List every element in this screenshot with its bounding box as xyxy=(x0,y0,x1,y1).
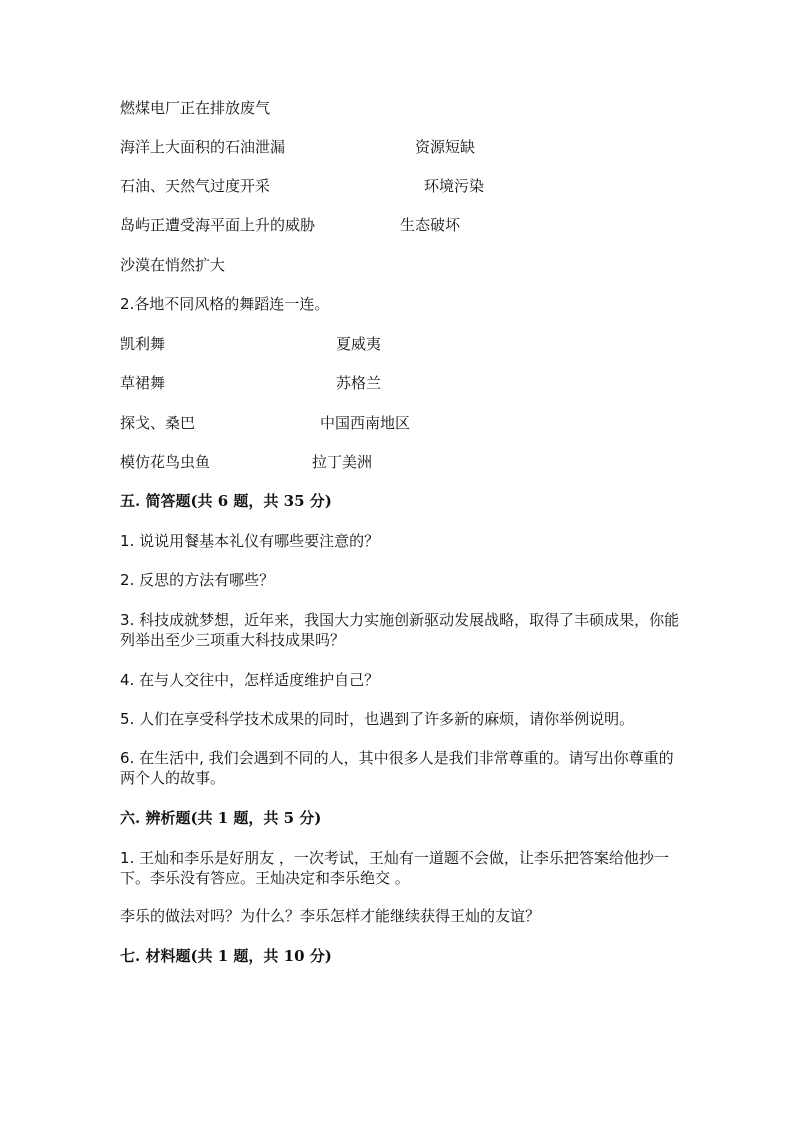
match2-right-item: 苏格兰 xyxy=(336,374,382,392)
question: 5. 人们在享受科学技术成果的同时，也遇到了许多新的麻烦，请你举例说明。 xyxy=(120,710,635,728)
section5-heading: 五. 简答题(共 6 题，共 35 分) xyxy=(120,492,332,510)
match1-right-item: 生态破坏 xyxy=(400,216,461,234)
match2-right-item: 中国西南地区 xyxy=(320,414,411,432)
match2-right-item: 拉丁美洲 xyxy=(312,453,373,471)
match1-left-item: 燃煤电厂正在排放废气 xyxy=(120,99,271,117)
question: 1. 王灿和李乐是好朋友 ，一次考试，王灿有一道题不会做，让李乐把答案给他抄一下。李乐没有答应。王灿决定和李乐绝交 。 xyxy=(120,849,669,887)
match1-left-item: 岛屿正遭受海平面上升的威胁 xyxy=(120,216,316,234)
match1-right-item: 环境污染 xyxy=(424,177,485,195)
match2-left-item: 凯利舞 xyxy=(120,335,166,353)
match1-left-item: 海洋上大面积的石油泄漏 xyxy=(120,138,286,156)
question: 1. 说说用餐基本礼仪有哪些要注意的？ xyxy=(120,532,380,550)
question-follow-up: 李乐的做法对吗？为什么？李乐怎样才能继续获得王灿的友谊？ xyxy=(120,907,541,925)
question: 6. 在生活中, 我们会遇到不同的人，其中很多人是我们非常尊重的。请写出你尊重的两个人的故事。 xyxy=(120,749,674,787)
question: 2. 反思的方法有哪些？ xyxy=(120,571,275,589)
section6-heading: 六. 辨析题(共 1 题，共 5 分) xyxy=(120,809,322,827)
section7-heading: 七. 材料题(共 1 题，共 10 分) xyxy=(120,947,332,965)
question: 4. 在与人交往中，怎样适度维护自己？ xyxy=(120,671,380,689)
match1-left-item: 石油、天然气过度开采 xyxy=(120,177,271,195)
match2-left-item: 模仿花鸟虫鱼 xyxy=(120,453,211,471)
match2-right-item: 夏威夷 xyxy=(336,335,382,353)
match2-left-item: 草裙舞 xyxy=(120,374,166,392)
match2-prompt: 2.各地不同风格的舞蹈连一连。 xyxy=(120,295,330,313)
match1-left-item: 沙漠在悄然扩大 xyxy=(120,256,226,274)
question: 3. 科技成就梦想，近年来，我国大力实施创新驱动发展战略，取得了丰硕成果，你能列举出至少三项重大科技成果吗？ xyxy=(120,611,680,649)
match2-left-item: 探戈、桑巴 xyxy=(120,414,196,432)
match1-right-item: 资源短缺 xyxy=(415,138,476,156)
